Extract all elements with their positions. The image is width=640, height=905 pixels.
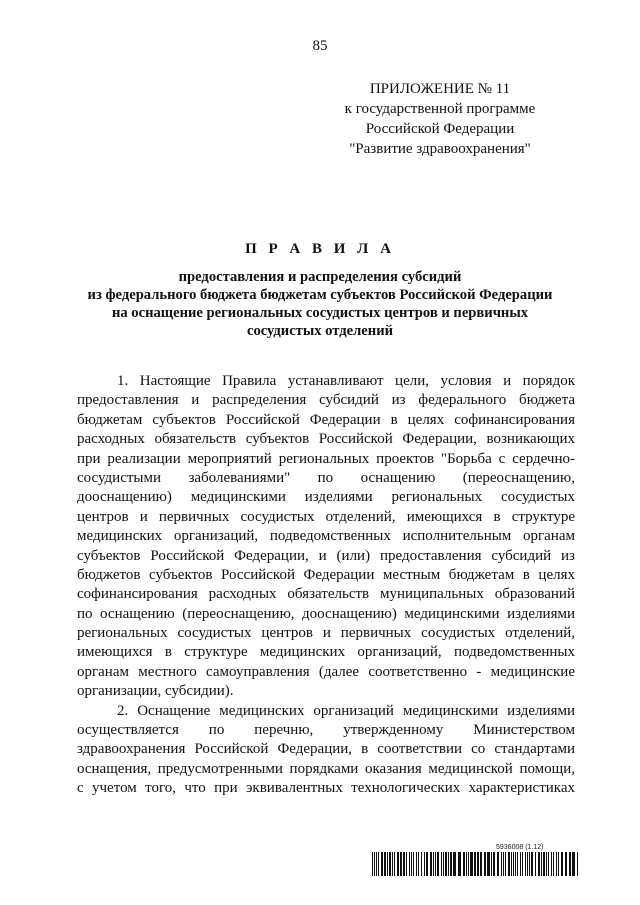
paragraph-1 [77, 372, 575, 702]
paragraph-2 [77, 702, 575, 799]
page-number: 85 [312, 38, 328, 54]
document-subtitle [60, 268, 580, 340]
barcode-image [372, 852, 580, 876]
text-line: 2. Оснащение медицинских организаций медицинскими изделиями [117, 702, 575, 719]
appendix-line: ПРИЛОЖЕНИЕ № 11 [369, 81, 511, 97]
text-line: имеющихся в структуре медицинских организаций, подведомственных [77, 644, 575, 661]
text-line: предоставления и распределения субсидий из федерального бюджета [77, 392, 575, 409]
barcode-code: 5936008 (1.12) [496, 844, 544, 851]
text-line: региональных сосудистых центров и первичных сосудистых отделений, [77, 625, 575, 642]
text-line: органам местного самоуправления (далее соответственно - медицинские [77, 663, 575, 680]
subtitle-line: предоставления и распределения субсидий [178, 269, 462, 285]
barcode-block [372, 843, 580, 876]
text-line: бюджетов субъектов Российской Федерации местным бюджетам в целях [77, 566, 575, 583]
text-line: осуществляется по перечню, утвержденному Министерством [77, 722, 575, 739]
text-line: медицинских организаций, подведомственных исполнительным органам [77, 528, 575, 545]
text-line: расходных обязательств субъектов Российской Федерации, возникающих [77, 431, 575, 448]
text-line: здравоохранения Российской Федерации, в соответствии со стандартами [77, 741, 575, 758]
appendix-line: к государственной программе [344, 101, 536, 117]
subtitle-line: из федерального бюджета бюджетам субъектов Российской Федерации [87, 287, 553, 303]
text-line: субъектов Российской Федерации, и (или) предоставления субсидий из [77, 547, 575, 564]
document-body [77, 372, 575, 799]
text-line: софинансирования расходных обязательств муниципальных образований [77, 586, 575, 603]
text-line: организации, субсидии). [77, 683, 234, 700]
appendix-line: Российской Федерации [365, 121, 515, 137]
subtitle-line: на оснащение региональных сосудистых центров и первичных [111, 305, 529, 321]
text-line: с учетом того, что при эквивалентных технологических характеристиках [77, 780, 575, 797]
text-line: центров и первичных сосудистых отделений, имеющихся в структуре [77, 508, 575, 525]
text-line: по оснащению (переоснащению, дооснащению) медицинскими изделиями [77, 605, 575, 622]
text-line: дооснащению) медицинскими изделиями региональных сосудистых [77, 489, 575, 506]
document-title: П Р А В И Л А [245, 241, 395, 257]
text-line: сосудистыми заболеваниями" по оснащению (переоснащению, [77, 469, 575, 486]
appendix-line: "Развитие здравоохранения" [349, 141, 531, 157]
text-line: при реализации мероприятий региональных проектов "Борьба с сердечно- [77, 450, 575, 467]
appendix-header [310, 79, 570, 159]
text-line: 1. Настоящие Правила устанавливают цели, условия и порядок [117, 373, 575, 389]
text-line: бюджетам субъектов Российской Федерации в целях софинансирования [77, 411, 575, 428]
subtitle-line: сосудистых отделений [246, 323, 394, 339]
text-line: оснащения, предусмотренными порядками оказания медицинской помощи, [77, 760, 575, 777]
